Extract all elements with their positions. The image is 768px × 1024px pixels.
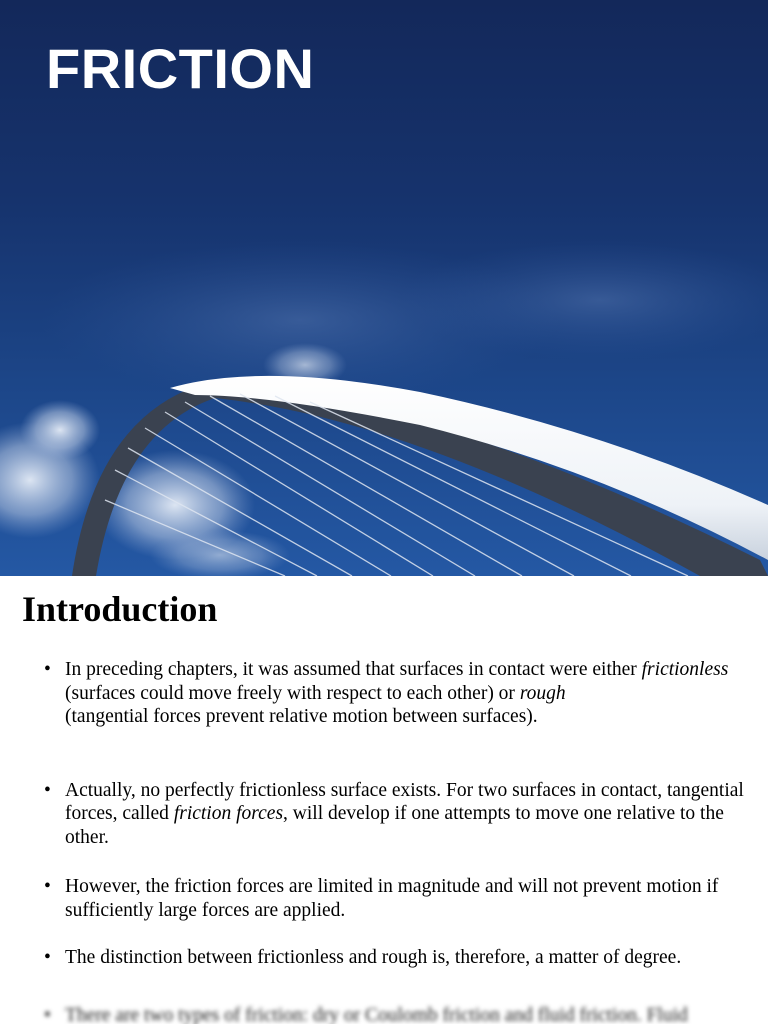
bullet-text: However, the friction forces are limited in magnitude and will not prevent motion if sufficiently large forces are applied. [65, 876, 719, 921]
bullet-text: The distinction between frictionless and rough is, therefore, a matter of degree. [65, 947, 682, 968]
bullet-list [44, 658, 760, 1024]
bullet-marker: • [44, 947, 51, 968]
bullet-text: Actually, no perfectly frictionless surface exists. For two surfaces in contact, tangential forces, called [65, 779, 744, 824]
bullet-text: , will develop if one attempts to move one relative to the other. [65, 803, 724, 848]
bullet-emphasis: friction forces [173, 803, 284, 824]
bullet-item [44, 875, 760, 922]
bullet-text: (tangential forces prevent relative motion between surfaces). [65, 706, 538, 727]
cloud-left-top [20, 400, 100, 460]
bullet-item [44, 658, 760, 729]
bullet-item-cut-off [44, 1004, 760, 1024]
slide-introduction [0, 576, 768, 1024]
slide-title: FRICTION [46, 37, 315, 100]
bullet-marker: • [44, 779, 51, 801]
bullet-emphasis: frictionless [641, 659, 729, 680]
bullet-text: (surfaces could move freely with respect to each other) or [65, 682, 520, 704]
bullet-emphasis: rough [519, 682, 566, 704]
bullet-marker: • [44, 659, 51, 680]
bullet-item [44, 779, 760, 850]
bullet-text: There are two types of friction: dry or Coulomb friction and fluid friction. Fluid [65, 1004, 688, 1024]
section-heading: Introduction [22, 589, 218, 629]
bullet-marker: • [44, 1004, 51, 1024]
bullet-item [44, 946, 760, 970]
bullet-marker: • [44, 876, 51, 897]
bullet-text: In preceding chapters, it was assumed that surfaces in contact were either [65, 659, 642, 680]
